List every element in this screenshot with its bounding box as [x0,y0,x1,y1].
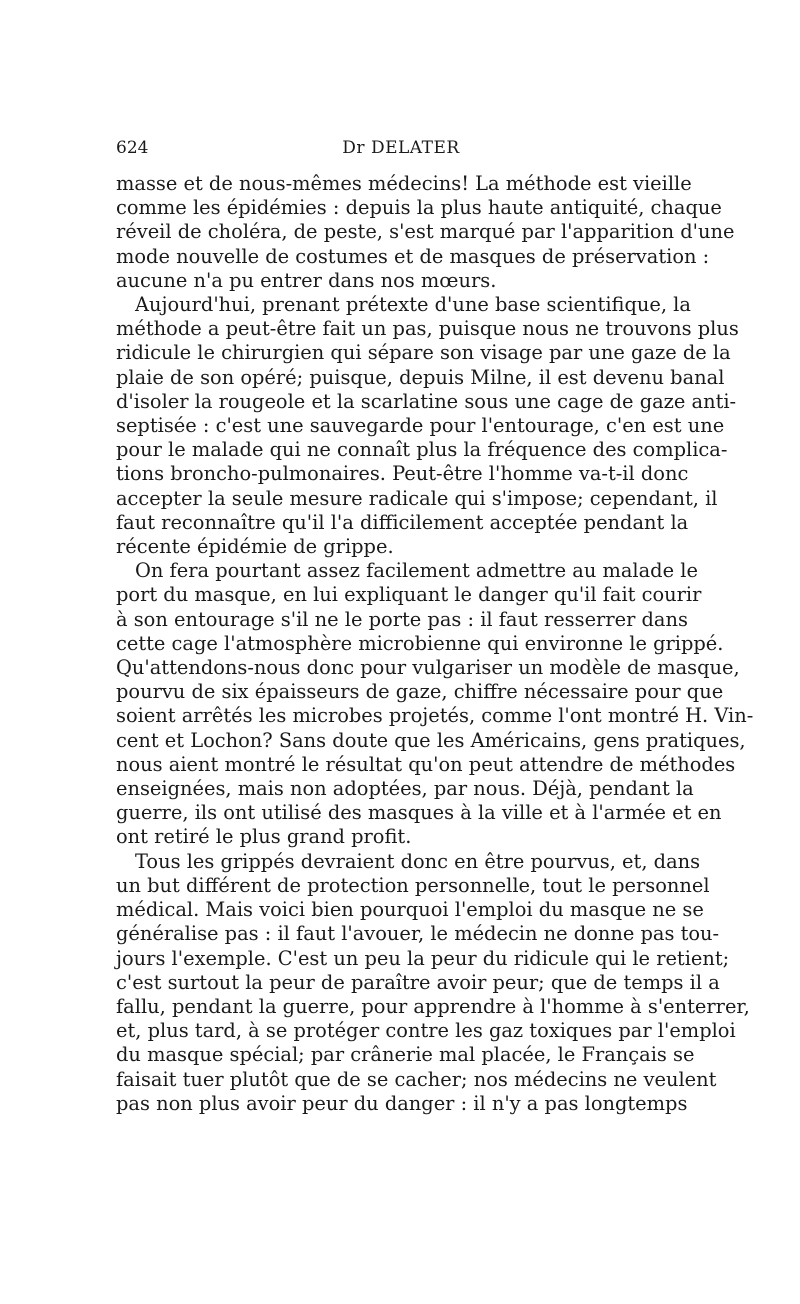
text-line: aucune n'a pu entrer dans nos mœurs. [116,268,497,292]
text-line: cette cage l'atmosphère microbienne qui environne le grippé. [116,631,724,655]
text-line: jours l'exemple. C'est un peu la peur du ridicule qui le retient; [116,946,730,970]
text-line: Aujourd'hui, prenant prétexte d'une base scientifique, la [135,293,691,317]
text-line: accepter la seule mesure radicale qui s'impose; cependant, il [116,486,718,510]
text-line: soient arrêtés les microbes projetés, comme l'ont montré H. Vin- [116,704,754,728]
paragraph [116,849,750,1116]
text-line: cent et Lochon? Sans doute que les Américains, gens pratiques, [116,728,746,752]
text-line: pourvu de six épaisseurs de gaze, chiffre nécessaire pour que [116,680,724,704]
body-text [116,172,754,1116]
text-line: médical. Mais voici bien pourquoi l'emploi du masque ne se [116,898,704,922]
page-number: 624 [116,138,149,158]
text-line: pour le malade qui ne connaît plus la fréquence des complica- [116,438,728,462]
text-line: enseignées, mais non adoptées, par nous. Déjà, pendant la [116,777,694,801]
text-line: plaie de son opéré; puisque, depuis Milne, il est devenu banal [116,365,725,389]
text-line: réveil de choléra, de peste, s'est marqué par l'apparition d'une [116,220,735,244]
text-line: tions broncho-pulmonaires. Peut-être l'homme va-t-il donc [116,462,689,486]
text-line: d'isoler la rougeole et la scarlatine sous une cage de gaze anti- [116,389,737,413]
text-line: fallu, pendant la guerre, pour apprendre à l'homme à s'enterrer, [116,994,750,1018]
text-line: ont retiré le plus grand profit. [116,825,412,849]
paragraph [116,172,735,293]
running-head: Dr DELATER [342,138,460,158]
page-header [116,136,686,160]
text-line: pas non plus avoir peur du danger : il n'y a pas longtemps [116,1091,688,1115]
text-line: ridicule le chirurgien qui sépare son visage par une gaze de la [116,341,731,365]
paragraph [116,559,754,849]
text-line: un but différent de protection personnelle, tout le personnel [116,873,710,897]
text-line: Tous les grippés devraient donc en être pourvus, et, dans [135,849,701,873]
text-line: c'est surtout la peur de paraître avoir peur; que de temps il a [116,970,720,994]
text-line: à son entourage s'il ne le porte pas : il faut resserrer dans [116,607,688,631]
text-line: et, plus tard, à se protéger contre les gaz toxiques par l'emploi [116,1019,736,1043]
text-line: méthode a peut-être fait un pas, puisque nous ne trouvons plus [116,317,739,341]
text-line: mode nouvelle de costumes et de masques de préservation : [116,244,710,268]
text-line: guerre, ils ont utilisé des masques à la ville et à l'armée et en [116,801,722,825]
text-line: nous aient montré le résultat qu'on peut attendre de méthodes [116,752,736,776]
text-line: faut reconnaître qu'il l'a difficilement acceptée pendant la [116,510,689,534]
text-line: Qu'attendons-nous donc pour vulgariser un modèle de masque, [116,656,740,680]
text-line: port du masque, en lui expliquant le danger qu'il fait courir [116,583,702,607]
text-line: récente épidémie de grippe. [116,535,394,559]
text-line: généralise pas : il faut l'avouer, le médecin ne donne pas tou- [116,922,720,946]
text-line: du masque spécial; par crânerie mal placée, le Français se [116,1043,695,1067]
text-line: septisée : c'est une sauvegarde pour l'entourage, c'en est une [116,414,725,438]
text-line: comme les épidémies : depuis la plus haute antiquité, chaque [116,196,722,220]
text-line: On fera pourtant assez facilement admettre au malade le [135,559,698,583]
text-line: masse et de nous-mêmes médecins! La méthode est vieille [116,172,692,195]
paragraph [116,293,739,559]
text-line: faisait tuer plutôt que de se cacher; nos médecins ne veulent [116,1067,717,1091]
